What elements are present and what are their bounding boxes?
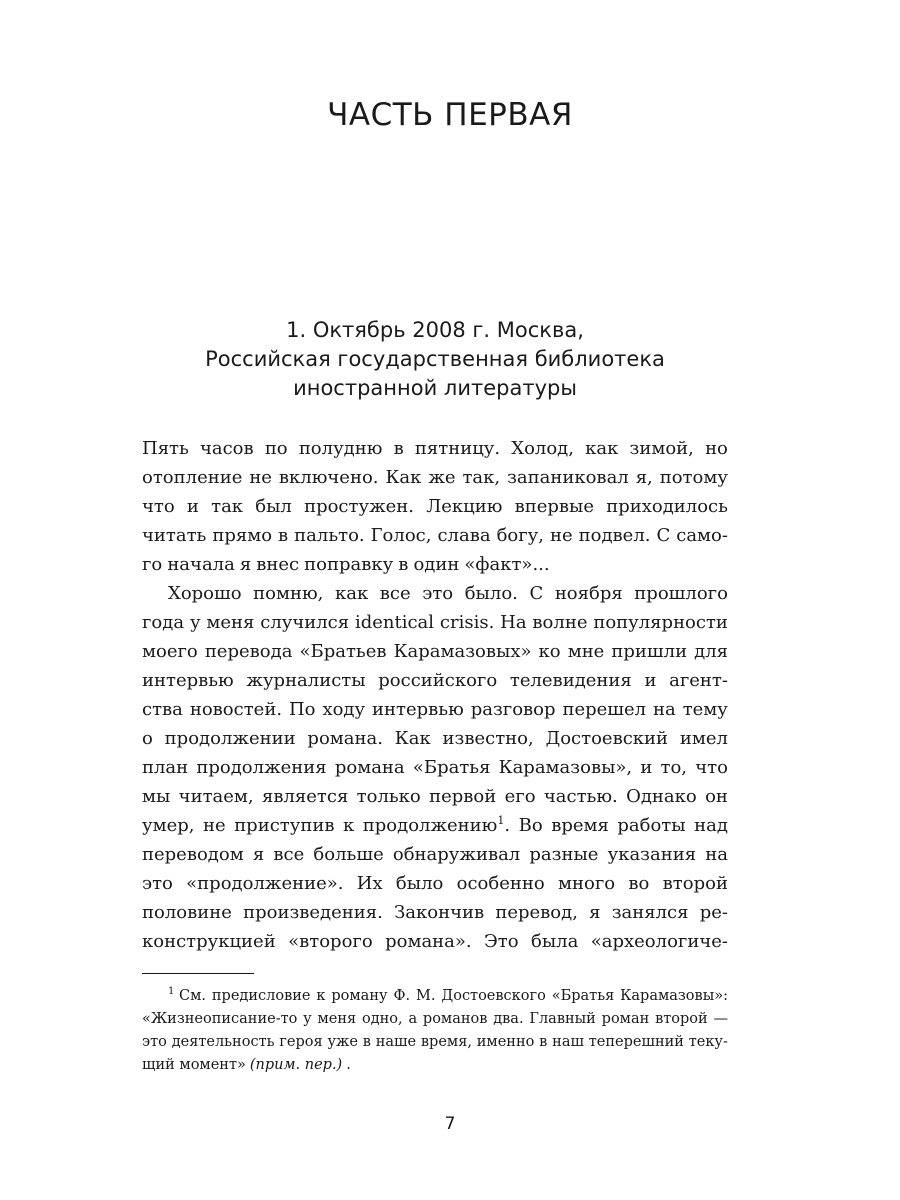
word: новостей. [189,699,283,720]
word: прямо [212,525,273,546]
word: — [713,1011,728,1027]
text-line [142,724,728,753]
word: является [261,786,349,807]
word: то, [660,757,688,778]
word: на [653,699,676,720]
word: роману [331,988,388,1004]
word: тему [682,699,728,720]
word: само- [676,525,728,546]
word: С [656,525,671,546]
word: много [558,873,616,894]
word: российского [378,670,498,691]
word: ства [142,699,183,720]
word: теку- [688,1034,728,1050]
word: работы [617,815,686,836]
word: не [203,815,226,836]
word: «археологиче- [590,931,728,952]
word: «Братьев [299,641,387,662]
word: время [551,815,609,836]
word: С [529,583,544,604]
word: был [255,496,292,517]
word: романа». [385,931,472,952]
word: впервые [514,496,594,517]
word: полудню [298,438,383,459]
word: Во [518,815,543,836]
word: произведения. [243,902,383,923]
word: Лекцию [426,496,503,517]
word: частью. [543,786,618,807]
word: пальто. [294,525,365,546]
word: случился [260,612,350,633]
word: было. [464,583,518,604]
word: больше [313,844,384,865]
word: к [342,815,355,836]
word: именно [476,1034,535,1050]
text-line [142,869,728,898]
word: identical [354,612,435,633]
word: и [644,670,657,691]
word: читать [142,525,207,546]
text-line [142,550,728,579]
word: «факт»... [464,554,550,575]
word: По [288,699,316,720]
word: ко [538,641,561,662]
word: Как [385,467,422,488]
word: интервью [372,699,464,720]
word: второй [662,873,728,894]
word: ре- [699,902,728,923]
word: в [539,1034,548,1050]
footnote-reference[interactable]: 1 [497,814,505,827]
word: была [531,931,579,952]
word: продолжению$^1$. [362,814,511,836]
word: и [186,496,199,517]
word: Однако [626,786,697,807]
footnote-line [142,1031,728,1054]
word: Достоевского [441,988,546,1004]
word: «продолжение». [186,873,344,894]
word: это [142,1034,167,1050]
word: часов [199,438,254,459]
word: меня [206,612,255,633]
word: приступив [234,815,335,836]
word: начала [167,554,235,575]
word: что [142,496,175,517]
word: уже [327,1034,358,1050]
word: включено. [278,467,379,488]
word: продолжении [164,728,296,749]
word: в [278,525,289,546]
word: Ф. [393,988,411,1004]
word: популярности [593,612,728,633]
word: пятницу. [414,438,501,459]
word: два. [493,1011,524,1027]
text-line [142,463,728,492]
word: наш [552,1034,584,1050]
chapter-heading-line: иностранной литературы [293,376,577,400]
word: предисловие [211,988,311,1004]
word: роман [601,1011,650,1027]
word: Карамазовых» [393,641,532,662]
word: Главный [529,1011,596,1027]
word: М. [416,988,436,1004]
text-line [142,782,728,811]
word: На [500,612,527,633]
word: как [585,438,619,459]
word: одно, [361,1011,403,1027]
word: что [695,757,728,778]
word: интервью [142,670,234,691]
word: было [395,873,444,894]
word: ноября [554,583,623,604]
text-line [142,521,728,550]
word: один [413,554,460,575]
text-line [142,608,728,637]
word: это [422,583,454,604]
word: все [379,583,411,604]
word: внес [256,554,300,575]
word: волне [532,612,588,633]
footnote-divider [142,973,254,974]
word: занялся [611,902,689,923]
word: теперешний [588,1034,684,1050]
word: crisis. [439,612,495,633]
word: Карамазовы», [498,757,633,778]
text-line [142,434,728,463]
word: только [356,786,421,807]
word: Карамазовы»: [620,988,728,1004]
text-line [142,927,728,956]
word: мне [567,641,605,662]
word: читаем, [178,786,254,807]
word: же [428,467,456,488]
word: переводом [142,844,244,865]
word: героя [279,1034,323,1050]
footnote-line-first [142,985,728,1008]
word: $^1$ См. [168,986,206,1004]
word: конструкцией [142,931,276,952]
word: перешел [562,699,647,720]
word: и [640,757,653,778]
text-line [142,840,728,869]
word: прошлого [634,583,728,604]
footnote-text: щий момент» [142,1057,246,1073]
text-line-with-footnote-ref [142,811,728,840]
word: план [142,757,189,778]
word: в [362,1034,371,1050]
word: так, [462,467,501,488]
word: перевод, [495,902,578,923]
translator-note-tag: (прим. пер.) . [249,1057,351,1073]
main-text [142,434,728,956]
page-number: 7 [444,1114,456,1134]
word: а [408,1011,418,1027]
word: не [549,525,573,546]
word: у [189,612,201,633]
word: он [705,786,728,807]
word: простужен. [304,496,414,517]
word: к [316,988,326,1004]
word: известно, [442,728,534,749]
footnote-line [142,1008,728,1031]
chapter-heading-line: 1. Октябрь 2008 г. Москва, [286,318,584,342]
text-line [142,666,728,695]
footnote-marker: 1 [168,986,175,998]
text-line [142,753,728,782]
word: «Жизнеописание-то [142,1011,298,1027]
word: имел [679,728,728,749]
word: Холод, [511,438,574,459]
word: романа [334,757,405,778]
word: его [504,786,536,807]
word: для [694,641,728,662]
word: го [142,554,163,575]
word: помню, [253,583,324,604]
word: моего [142,641,198,662]
word: года [142,612,185,633]
footnote [142,985,728,1077]
chapter-heading-line: Российская государственная библиотека [205,347,665,371]
word: «Братья [412,757,491,778]
word: журналисты [246,670,366,691]
word: Как [394,728,431,749]
word: деятельность [171,1034,275,1050]
word: Голос, [370,525,432,546]
word: во [628,873,650,894]
text-line [142,695,728,724]
word: мы [142,786,171,807]
word: потому [659,467,728,488]
word: ходу [322,699,366,720]
word: «Братья [551,988,615,1004]
word: меня [317,1011,357,1027]
word: указания [607,844,697,865]
word: агент- [669,670,728,691]
word: о [142,728,153,749]
word: запаниковал [507,467,629,488]
word: первой [429,786,497,807]
word: я [239,554,252,575]
word: поправку [304,554,394,575]
word: особенно [456,873,545,894]
word: Достоевский [545,728,669,749]
word: над [694,815,728,836]
text-line [142,898,728,927]
word: я [589,902,601,923]
word: слава [437,525,491,546]
word: пришли [611,641,688,662]
footnote-line-last [142,1054,728,1077]
word: половине [142,902,232,923]
part-title: ЧАСТЬ ПЕРВАЯ [327,97,573,133]
word: Закончив [394,902,485,923]
word: приходилось [606,496,728,517]
word: разговор [470,699,556,720]
word: это [142,873,173,894]
word: я, [635,467,653,488]
word: обнаруживал [392,844,521,865]
word: у [303,1011,312,1027]
word: Пять [142,438,189,459]
word: второй [655,1011,708,1027]
word: Хорошо [168,583,242,604]
word: время, [420,1034,472,1050]
word: в [398,554,409,575]
word: богу, [496,525,544,546]
word: подвел. [578,525,651,546]
word: умер, [142,815,195,836]
word: не [249,467,272,488]
word: отопление [142,467,243,488]
word: продолжения [196,757,327,778]
word: все [273,844,305,865]
word: Их [356,873,383,894]
word: но [705,438,728,459]
word: «второго [288,931,373,952]
word: телевидения [509,670,632,691]
chapter-heading [142,316,728,403]
word: как [334,583,369,604]
text-line [142,579,728,608]
word: Это [484,931,519,952]
word: романов [422,1011,488,1027]
word: наше [375,1034,417,1050]
text-line [142,637,728,666]
word: по [264,438,288,459]
word: я [252,844,265,865]
word: разные [529,844,599,865]
word: так [211,496,244,517]
word: романа. [307,728,383,749]
word: перевода [204,641,293,662]
word: на [705,844,728,865]
text-line [142,492,728,521]
word: в [393,438,404,459]
word: зимой, [629,438,694,459]
